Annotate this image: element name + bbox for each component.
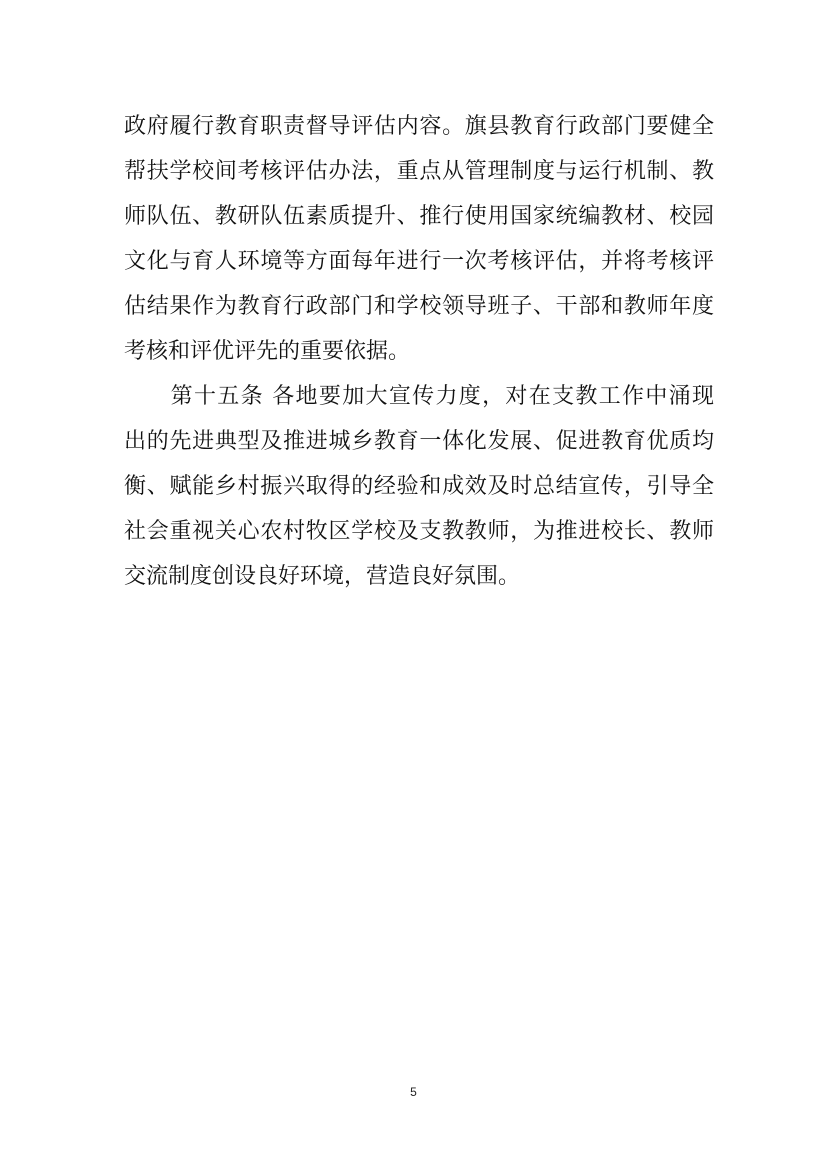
text-line: 考核和评优评先的重要依据。 — [124, 339, 411, 364]
text-line: 交流制度创设良好环境，营造良好氛围。 — [124, 564, 521, 589]
text-line: 衡、赋能乡村振兴取得的经验和成效及时总结宣传，引导全 — [124, 474, 714, 499]
page-number: 5 — [410, 1085, 417, 1099]
text-line: 出的先进典型及推进城乡教育一体化发展、促进教育优质均 — [124, 429, 714, 454]
article-15-heading-line: 第十五条 各地要加大宣传力度，对在支教工作中涌现 — [124, 384, 714, 409]
text-line: 师队伍、教研队伍素质提升、推行使用国家统编教材、校园 — [124, 204, 714, 229]
text-line: 社会重视关心农村牧区学校及支教教师，为推进校长、教师 — [124, 519, 714, 544]
text-line: 帮扶学校间考核评估办法，重点从管理制度与运行机制、教 — [124, 159, 714, 184]
document-body — [124, 104, 714, 599]
text-line: 政府履行教育职责督导评估内容。旗县教育行政部门要健全 — [124, 114, 714, 139]
text-line: 文化与育人环境等方面每年进行一次考核评估，并将考核评 — [124, 249, 714, 274]
text-line: 估结果作为教育行政部门和学校领导班子、干部和教师年度 — [124, 294, 714, 319]
